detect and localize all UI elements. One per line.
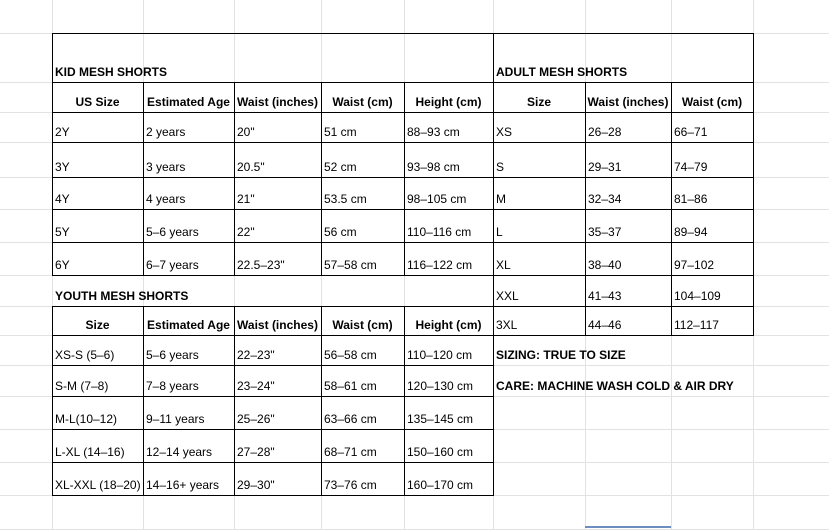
kid-table-cell[interactable]: 22.5–23": [237, 258, 285, 272]
adult-table-cell[interactable]: XXL: [496, 289, 519, 303]
table-border: [753, 33, 754, 336]
adult-table-cell[interactable]: 38–40: [588, 258, 622, 272]
adult-table-cell[interactable]: 29–31: [588, 160, 622, 174]
adult-table-cell[interactable]: S: [496, 160, 505, 174]
gridline-horizontal: [0, 529, 829, 530]
kid-table-cell[interactable]: 88–93 cm: [407, 125, 460, 139]
table-border: [493, 82, 754, 83]
youth-table-cell[interactable]: 5–6 years: [146, 348, 199, 362]
care-note[interactable]: CARE: MACHINE WASH COLD & AIR DRY: [496, 379, 734, 393]
youth-table-cell[interactable]: 14–16+ years: [146, 478, 220, 492]
adult-table-cell[interactable]: 81–86: [674, 192, 708, 206]
kid-header-cell[interactable]: US Size: [75, 95, 120, 109]
youth-table-cell[interactable]: 27–28": [237, 445, 275, 459]
table-border: [404, 306, 405, 496]
kid-table-cell[interactable]: 5Y: [55, 225, 70, 239]
table-border: [234, 82, 235, 276]
kid-table-cell[interactable]: 3 years: [146, 160, 186, 174]
table-border: [493, 275, 754, 276]
adult-table-cell[interactable]: M: [496, 192, 506, 206]
kid-table-title[interactable]: KID MESH SHORTS: [55, 65, 168, 79]
kid-table-cell[interactable]: 5–6 years: [146, 225, 199, 239]
youth-table-cell[interactable]: 22–23": [237, 348, 275, 362]
table-border: [143, 82, 144, 276]
table-border: [52, 33, 494, 34]
sizing-note[interactable]: SIZING: TRUE TO SIZE: [496, 348, 626, 362]
kid-table-cell[interactable]: 3Y: [55, 160, 70, 174]
youth-table-cell[interactable]: 23–24": [237, 379, 275, 393]
table-border: [404, 82, 405, 276]
table-border: [493, 33, 754, 34]
youth-table-cell[interactable]: S-M (7–8): [55, 379, 109, 393]
adult-table-cell[interactable]: L: [496, 225, 503, 239]
table-border: [52, 33, 53, 276]
table-border: [52, 306, 53, 496]
youth-table-title[interactable]: YOUTH MESH SHORTS: [55, 289, 189, 303]
table-border: [52, 396, 494, 397]
youth-table-cell[interactable]: 160–170 cm: [407, 478, 474, 492]
kid-table-cell[interactable]: 110–116 cm: [407, 225, 472, 239]
youth-table-cell[interactable]: 7–8 years: [146, 379, 199, 393]
table-border: [52, 335, 494, 336]
youth-table-cell[interactable]: 12–14 years: [146, 445, 213, 459]
table-border: [52, 429, 494, 430]
adult-header-cell[interactable]: Size: [526, 95, 551, 109]
table-border: [52, 462, 494, 463]
adult-table-title[interactable]: ADULT MESH SHORTS: [496, 65, 628, 79]
kid-table-cell[interactable]: 93–98 cm: [407, 160, 460, 174]
youth-table-cell[interactable]: 9–11 years: [146, 412, 205, 426]
youth-table-cell[interactable]: 110–120 cm: [407, 348, 473, 362]
table-border: [493, 112, 754, 113]
adult-table-cell[interactable]: 112–117: [674, 318, 719, 332]
youth-table-cell[interactable]: 73–76 cm: [324, 478, 377, 492]
adult-table-cell[interactable]: 74–79: [674, 160, 708, 174]
table-border: [493, 142, 754, 143]
table-border: [493, 33, 494, 496]
adult-table-cell[interactable]: 26–28: [588, 125, 622, 139]
adult-table-cell[interactable]: 89–94: [674, 225, 708, 239]
table-border: [493, 177, 754, 178]
youth-table-cell[interactable]: M-L(10–12): [55, 412, 118, 426]
table-border: [52, 112, 494, 113]
adult-table-cell[interactable]: 66–71: [674, 125, 708, 139]
table-border: [493, 209, 754, 210]
kid-table-cell[interactable]: 20": [237, 125, 255, 139]
youth-header-cell[interactable]: Waist (cm): [332, 318, 393, 332]
table-border: [234, 306, 235, 496]
youth-table-cell[interactable]: XL-XXL (18–20): [55, 478, 141, 492]
table-border: [52, 306, 494, 307]
kid-table-cell[interactable]: 51 cm: [324, 125, 357, 139]
table-border: [585, 82, 586, 336]
table-border: [52, 365, 494, 366]
adult-table-cell[interactable]: XS: [496, 125, 513, 139]
kid-table-cell[interactable]: 57–58 cm: [324, 258, 377, 272]
youth-header-cell[interactable]: Estimated Age: [147, 318, 230, 332]
youth-table-cell[interactable]: XS-S (5–6): [55, 348, 115, 362]
youth-table-cell[interactable]: 135–145 cm: [407, 412, 474, 426]
youth-table-cell[interactable]: 63–66 cm: [324, 412, 377, 426]
kid-table-cell[interactable]: 21": [237, 192, 255, 206]
table-border: [52, 82, 494, 83]
youth-table-cell[interactable]: L-XL (14–16): [55, 445, 125, 459]
adult-table-cell[interactable]: 44–46: [588, 318, 622, 332]
adult-table-cell[interactable]: XL: [496, 258, 511, 272]
kid-table-cell[interactable]: 4 years: [146, 192, 186, 206]
kid-table-cell[interactable]: 2Y: [55, 125, 70, 139]
youth-table-cell[interactable]: 150–160 cm: [407, 445, 474, 459]
table-border: [321, 306, 322, 496]
adult-header-cell[interactable]: Waist (inches): [587, 95, 669, 109]
youth-table-cell[interactable]: 29–30": [237, 478, 275, 492]
kid-header-cell[interactable]: Estimated Age: [147, 95, 230, 109]
table-border: [52, 142, 494, 143]
kid-table-cell[interactable]: 6Y: [55, 258, 70, 272]
adult-table-cell[interactable]: 35–37: [588, 225, 622, 239]
kid-table-cell[interactable]: 2 years: [146, 125, 186, 139]
kid-table-cell[interactable]: 98–105 cm: [407, 192, 467, 206]
kid-table-cell[interactable]: 56 cm: [324, 225, 357, 239]
kid-header-cell[interactable]: Waist (inches): [237, 95, 318, 109]
adult-table-cell[interactable]: 3XL: [496, 318, 518, 332]
kid-header-cell[interactable]: Waist (cm): [332, 95, 393, 109]
table-border: [52, 209, 494, 210]
kid-table-cell[interactable]: 53.5 cm: [324, 192, 367, 206]
table-border: [52, 275, 494, 276]
table-border: [671, 82, 672, 336]
youth-table-cell[interactable]: 120–130 cm: [407, 379, 474, 393]
youth-header-cell[interactable]: Waist (inches): [237, 318, 318, 332]
adult-header-cell[interactable]: Waist (cm): [681, 95, 743, 109]
table-border: [321, 82, 322, 276]
kid-header-cell[interactable]: Height (cm): [415, 95, 482, 109]
kid-table-cell[interactable]: 52 cm: [324, 160, 357, 174]
table-border: [52, 495, 494, 496]
kid-table-cell[interactable]: 116–122 cm: [407, 258, 473, 272]
kid-table-cell[interactable]: 4Y: [55, 192, 70, 206]
youth-table-cell[interactable]: 58–61 cm: [324, 379, 377, 393]
table-border: [52, 177, 494, 178]
youth-table-cell[interactable]: 68–71 cm: [324, 445, 377, 459]
kid-table-cell[interactable]: 6–7 years: [146, 258, 199, 272]
adult-table-cell[interactable]: 32–34: [588, 192, 622, 206]
kid-table-cell[interactable]: 22": [237, 225, 255, 239]
adult-table-cell[interactable]: 41–43: [588, 289, 622, 303]
adult-table-cell[interactable]: 104–109: [674, 289, 721, 303]
table-border: [143, 306, 144, 496]
youth-header-cell[interactable]: Height (cm): [415, 318, 482, 332]
kid-table-cell[interactable]: 20.5": [237, 160, 265, 174]
youth-table-cell[interactable]: 25–26": [237, 412, 275, 426]
table-border: [493, 335, 754, 336]
youth-header-cell[interactable]: Size: [85, 318, 110, 332]
table-border: [493, 242, 754, 243]
adult-table-cell[interactable]: 97–102: [674, 258, 715, 272]
youth-table-cell[interactable]: 56–58 cm: [324, 348, 377, 362]
table-border: [493, 306, 754, 307]
table-border: [52, 242, 494, 243]
